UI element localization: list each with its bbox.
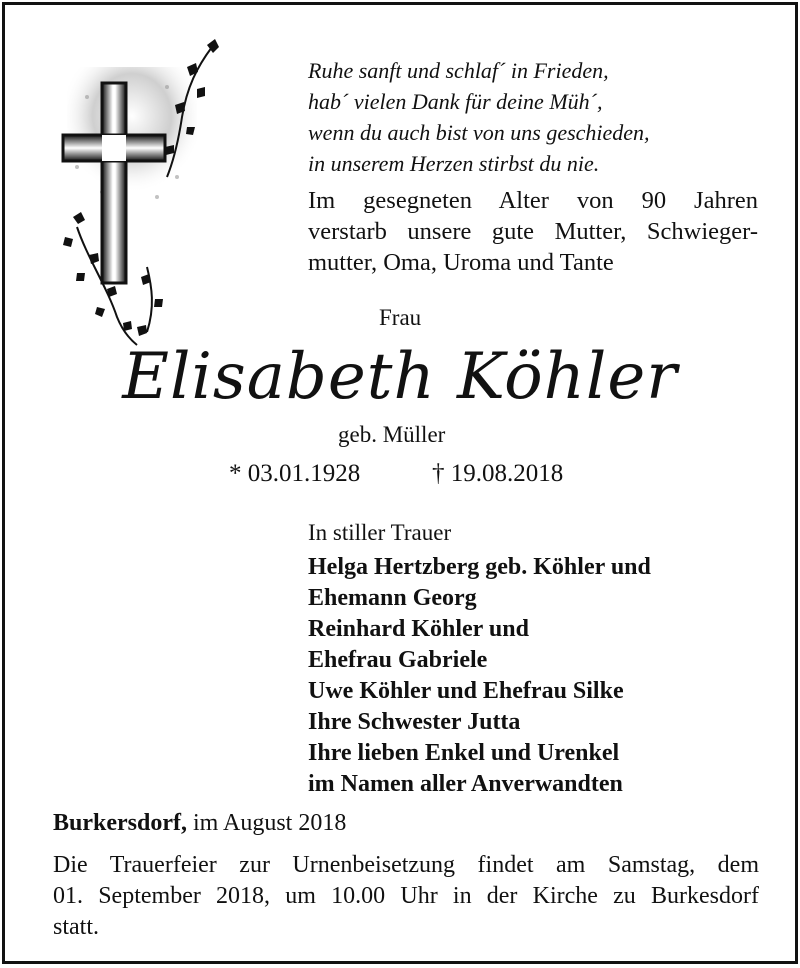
funeral-line: statt.: [53, 914, 99, 940]
funeral-line: 01. September 2018, um 10.00 Uhr in der Kirche zu Burkesdorf: [53, 883, 759, 909]
memorial-poem: [308, 55, 768, 179]
intro-line: Im gesegneten Alter von 90 Jahren: [308, 187, 758, 214]
mourner-line: Ehefrau Gabriele: [308, 647, 488, 673]
mourner-line: Uwe Köhler und Ehefrau Silke: [308, 678, 624, 704]
place-name: Burkersdorf,: [53, 810, 187, 836]
mourner-line: Ehemann Georg: [308, 585, 477, 611]
poem-line: hab´ vielen Dank für deine Müh´,: [308, 89, 603, 114]
funeral-line: Die Trauerfeier zur Urnenbeisetzung findet am Samstag, dem: [53, 852, 759, 878]
death-announcement-text: [308, 185, 758, 278]
mourning-intro: In stiller Trauer: [308, 520, 452, 545]
notice-date: im August 2018: [187, 810, 347, 836]
place-and-date: [53, 810, 346, 837]
poem-line: wenn du auch bist von uns geschieden,: [308, 120, 650, 145]
birth-date: * 03.01.1928: [229, 460, 361, 487]
mourner-line: Ihre lieben Enkel und Urenkel: [308, 740, 620, 766]
poem-line: Ruhe sanft und schlaf´ in Frieden,: [308, 58, 609, 83]
poem-line: in unserem Herzen stirbst du nie.: [308, 151, 600, 176]
cross-with-ivy-icon: [47, 27, 227, 347]
mourners-list: [308, 552, 651, 800]
mourner-line: Ihre Schwester Jutta: [308, 709, 521, 735]
intro-line: mutter, Oma, Uroma und Tante: [308, 249, 614, 276]
death-date: † 19.08.2018: [432, 460, 564, 487]
deceased-name: Elisabeth Köhler: [122, 340, 678, 414]
funeral-details: [53, 850, 759, 943]
salutation: Frau: [379, 305, 422, 330]
intro-line: verstarb unsere gute Mutter, Schwieger-: [308, 218, 758, 245]
maiden-name: geb. Müller: [338, 422, 446, 447]
mourner-line: Helga Hertzberg geb. Köhler und: [308, 554, 651, 580]
mourner-line: Reinhard Köhler und: [308, 616, 529, 642]
mourner-line: im Namen aller Anverwandten: [308, 771, 623, 797]
obituary-notice: [2, 2, 798, 964]
